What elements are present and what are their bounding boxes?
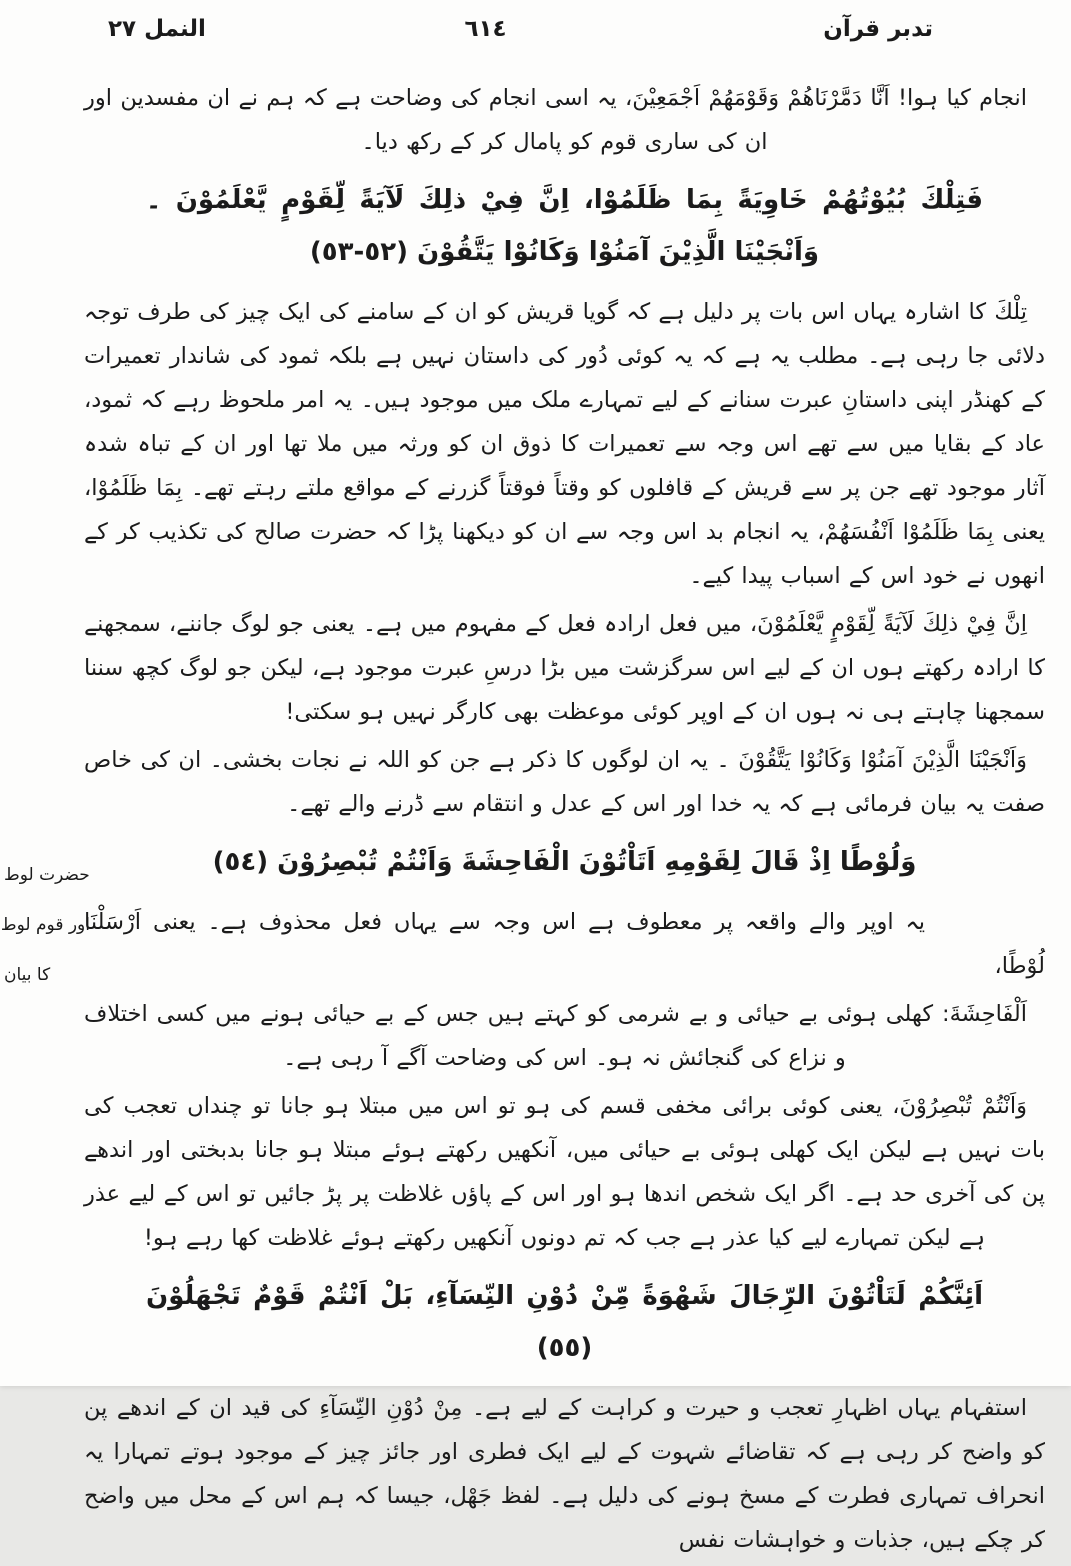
- margin-note: [0, 850, 90, 1000]
- quran-verse: اَئِنَّكُمْ لَتَاْتُوْنَ الرِّجَالَ شَهْوَةً مِّنْ دُوْنِ النِّسَآءِ، بَلْ اَنْتُمْ قَوْمٌ تَجْهَلُوْنَ (٥٥): [146, 1281, 983, 1363]
- margin-note-line: حضرت لوط: [4, 865, 90, 885]
- commentary-paragraph: وَاَنْتُمْ تُبْصِرُوْنَ، یعنی کوئی برائی مخفی قسم کی ہو تو اس میں مبتلا ہو جانا تو چنداں تعجب کی بات نہیں ہے لیکن ایک کھلی ہوئی بے حیائی میں، آنکھیں رکھتے ہوئے مبتلا ہو جانا بدبختی اور اندھے پن کی آخری حد ہے۔ اگر ایک شخص اندھا ہو اور اس کے پاؤں غلاظت پر پڑ جائیں تو اس کے لیے عذر ہے لیکن تمہارے لیے کیا عذر ہے جب کہ تم دونوں آنکھیں رکھتے ہوئے غلاظت کھا رہے ہو!: [84, 1093, 1045, 1251]
- book-title: تدبر قرآن: [823, 16, 933, 42]
- margin-note-line: اور قوم لوط: [0, 915, 90, 935]
- quran-verse: وَلُوْطًا اِذْ قَالَ لِقَوْمِهِ اَتَاْتُوْنَ الْفَاحِشَةَ وَاَنْتُمْ تُبْصِرُوْنَ (٥٤): [212, 847, 917, 877]
- quran-verse: فَتِلْكَ بُيُوْتُهُمْ خَاوِيَةً بِمَا ظَلَمُوْا، اِنَّ فِيْ ذلِكَ لَآيَةً لِّقَوْمٍ يَّعْلَمُوْنَ ۔ وَاَنْجَيْنَا الَّذِيْنَ آمَنُوْا وَكَانُوْا يَتَّقُوْنَ (٥٢-٥٣): [146, 185, 983, 267]
- surah-chapter-label: النمل ٢٧: [108, 16, 206, 42]
- margin-note-line: کا بیان: [4, 965, 51, 985]
- commentary-paragraph: انجام کیا ہوا! اَنَّا دَمَّرْنَاهُمْ وَقَوْمَهُمْ اَجْمَعِيْنَ، یہ اسی انجام کی وضاحت ہے کہ ہم نے ان مفسدین اور ان کی ساری قوم کو پامال کر کے رکھ دیا۔: [84, 85, 1027, 155]
- commentary-paragraph: اِنَّ فِيْ ذلِكَ لَآيَةً لِّقَوْمٍ يَّعْلَمُوْنَ، میں فعل ارادہ فعل کے مفہوم میں ہے۔ یعنی جو لوگ جاننے، سمجھنے کا ارادہ رکھتے ہوں ان کے لیے اس سرگزشت میں بڑا درسِ عبرت موجود ہے، لیکن جو لوگ کچھ سننا سمجھنا چاہتے ہی نہ ہوں ان کے اوپر کوئی موعظت بھی کارگر نہیں ہو سکتی!: [84, 611, 1045, 725]
- page-body: [84, 76, 1045, 1566]
- page-number: ٦١٤: [464, 16, 507, 42]
- commentary-paragraph: یہ اوپر والے واقعہ پر معطوف ہے اس وجہ سے یہاں فعل محذوف ہے۔ یعنی اَرْسَلْنَا لُوْطًا،: [84, 909, 1045, 979]
- commentary-paragraph: استفہام یہاں اظہارِ تعجب و حیرت و کراہت کے لیے ہے۔ مِنْ دُوْنِ النِّسَآءِ کی قید ان کے اندھے پن کو واضح کر رہی ہے کہ تقاضائے شہوت کے لیے ایک فطری اور جائز چیز کے موجود ہوتے تمہارا یہ انحراف تمہاری فطرت کے مسخ ہونے کی دلیل ہے۔ لفظ جَهْل، جیسا کہ ہم اس کے محل میں واضح کر چکے ہیں، جذبات و خواہشات نفس: [84, 1395, 1045, 1553]
- commentary-paragraph: اَلْفَاحِشَةَ: کھلی ہوئی بے حیائی و بے شرمی کو کہتے ہیں جس کے بے حیائی ہونے میں کسی اختلاف و نزاع کی گنجائش نہ ہو۔ اس کی وضاحت آگے آ رہی ہے۔: [84, 1001, 1027, 1071]
- commentary-paragraph: وَاَنْجَيْنَا الَّذِيْنَ آمَنُوْا وَكَانُوْا يَتَّقُوْنَ ۔ یہ ان لوگوں کا ذکر ہے جن کو اللہ نے نجات بخشی۔ ان کی خاص صفت یہ بیان فرمائی ہے کہ یہ خدا اور اس کے عدل و انتقام سے ڈرنے والے تھے۔: [84, 747, 1045, 817]
- commentary-paragraph: تِلْكَ کا اشارہ یہاں اس بات پر دلیل ہے کہ گویا قریش کو ان کے سامنے کی ایک چیز کی طرف توجہ دلائی جا رہی ہے۔ مطلب یہ ہے کہ یہ کوئی دُور کی داستان نہیں ہے بلکہ ثمود کی شاندار تعمیرات کے کھنڈر اپنی داستانِ عبرت سنانے کے لیے تمہارے ملک میں موجود ہیں۔ یہ امر ملحوظ رہے کہ ثمود، عاد کے بقایا میں سے تھے اس وجہ سے تعمیرات کا ذوق ان کو ورثہ میں ملا تھا اور ان کے تباہ شدہ آثار موجود تھے جن پر سے قریش کے قافلوں کو وقتاً فوقتاً گزرنے کے مواقع ملتے رہتے تھے۔ بِمَا ظَلَمُوْا، یعنی بِمَا ظَلَمُوْا اَنْفُسَهُمْ، یہ انجام بد اس وجہ سے ان کو دیکھنا پڑا کہ حضرت صالح کی تکذیب کر کے انھوں نے خود اس کے اسباب پیدا کیے۔: [84, 299, 1045, 589]
- page-header: [108, 16, 933, 42]
